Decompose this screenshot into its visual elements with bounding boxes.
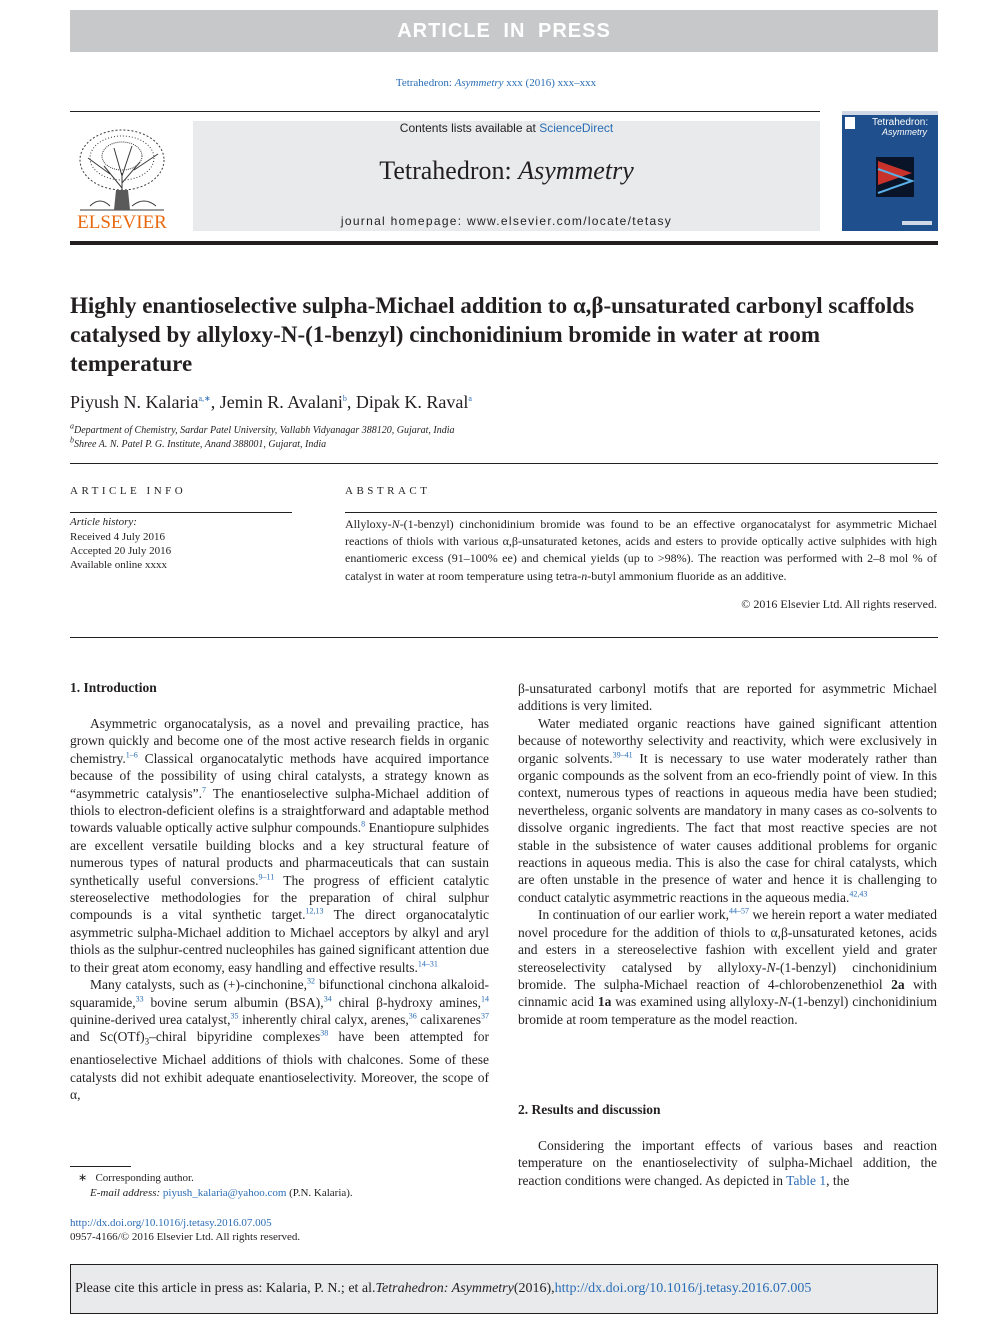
compound-label: 2a [891,976,905,992]
citation-ref[interactable]: 34 [323,994,332,1003]
cite-text: Please cite this article in press as: Kalaria, P. N.; et al. [75,1281,376,1296]
citation-ref[interactable]: 35 [230,1011,239,1021]
abstract-run: Allyloxy- [345,517,392,531]
author-name: Piyush N. Kalaria [70,392,199,412]
text-run: have been attempted for enantioselective Michael additions of thiols with chalcones. Some of these catalysts did not exhibit adequate enantioselectivity. Moreover, the scope of α, [70,1029,489,1103]
citation-ref[interactable]: 38 [320,1028,329,1038]
italic-run: N [778,994,788,1010]
article-in-press-banner: ARTICLE IN PRESS [70,10,938,52]
journal-ref-italic: Asymmetry [454,77,504,89]
citation-ref[interactable]: 8 [361,819,366,829]
compound-label: 1a [597,994,612,1010]
journal-name-italic: Asymmetry [518,156,634,185]
affiliation-text: Department of Chemistry, Sardar Patel University, Vallabh Vidyanagar 388120, Gujarat, India [74,425,455,436]
email-note [70,1187,490,1199]
text-run: The progress of efficient catalytic stereoselective methodologies for the preparation of chiral sulphur compounds is a vital synthetic target. [70,872,489,923]
masthead-top-rule [70,111,820,112]
text-run: The direct organocatalytic asymmetric sulpha-Michael addition to Michael acceptors by alkyl and aryl thiols as the sulphur-centred nucleophiles has gained significant attention due to their great atom economy, easy handling and effective results. [70,907,489,975]
sciencedirect-link[interactable]: ScienceDirect [539,121,614,135]
doi-link[interactable]: http://dx.doi.org/10.1016/j.tetasy.2016.07.005 [70,1217,272,1229]
received-date: Received 4 July 2016 [70,531,166,543]
text-run: Considering the important effects of various bases and reaction temperature on the enantioselectivity of sulpha-Michael addition, the reaction conditions were changed. As depicted in [518,1138,937,1188]
text-run: , the [826,1172,850,1188]
author-affiliation-mark[interactable]: a [468,394,472,403]
article-info-heading: ARTICLE INFO [70,485,187,497]
article-title: Highly enantioselective sulpha-Michael addition to α,β-unsaturated carbonyl scaffolds catalysed by allyloxy-N-(1-benzyl) cinchonidinium bromide in water at room temperature [70,293,915,376]
author-name: Jemin R. Avalani [219,392,343,412]
author-name: Dipak K. Raval [355,392,469,412]
left-column [70,715,489,1104]
affiliation-text: Shree A. N. Patel P. G. Institute, Anand 388001, Gujarat, India [74,439,327,450]
journal-cover-thumbnail[interactable] [842,111,938,231]
cover-title-italic: Asymmetry [882,127,927,137]
cite-text: (2016), [513,1281,555,1296]
citation-ref[interactable]: 1–6 [125,750,138,760]
continued-paragraph: β-unsaturated carbonyl motifs that are reported for asymmetric Michael additions is very limited. [518,681,937,714]
text-run: The enantioselective sulpha-Michael addition of thiols to electron-deficient olefins is a straightforward and adaptable method towards valuable optically active sulphur compounds. [70,785,489,836]
text-run: Water mediated organic reactions have gained significant attention because of noteworthy selectivity and reactivity, which were exclusively in organic solvents. [518,715,937,766]
contents-line [193,121,820,135]
available-online: Available online xxxx [70,559,167,571]
email-link[interactable]: piyush_kalaria@yahoo.com [162,1187,287,1199]
affiliation [70,435,770,450]
text-run: It is necessary to use water moderately rather than organic compounds as the solvent from an eco-friendly point of view. In this context, numerous types of reactions in aqueous media have been studied; nevertheless, organic solvents are mandatory in many cases as co-solvents to dissolve organic ingredients. The fact that most reactive species are not stable in the subsistence of water causes additional problems for organic reactions in aqueous media. This is also the case for chiral catalysts, which are often unstable in the presence of water and hence it is challenging to conduct catalytic asymmetric reactions in the aqueous media. [518,750,938,905]
text-run: bifunctional cinchona alkaloid-squaramide, [70,977,489,1010]
masthead-bottom-rule [70,241,938,245]
accepted-date: Accepted 20 July 2016 [70,545,172,557]
email-label: E-mail address: [90,1187,163,1199]
text-run: and Sc(OTf) [70,1029,145,1045]
text-run: Asymmetric organocatalysis, as a novel and prevailing practice, has grown quickly and become one of the most active research fields in organic chemistry. [70,716,489,766]
cite-journal: Tetrahedron: Asymmetry [375,1281,514,1296]
text-run: bovine serum albumin (BSA), [143,994,324,1010]
results-column [518,1137,937,1189]
citation-ref[interactable]: 39–41 [612,750,633,760]
affiliation-mark: a [70,421,74,431]
citation-ref[interactable]: 42,43 [849,889,868,899]
journal-reference[interactable] [0,77,992,89]
journal-homepage [193,214,820,228]
text-run: we herein report a water mediated novel procedure for the addition of thiols to α,β-unsaturated ketones, acids and esters in a stereoselective fashion with excellent yield and grater stereoselectivity catalysed by allyloxy- [518,907,938,975]
text-run: calixarenes [416,1011,481,1027]
body-paragraph [518,715,937,906]
text-run: –chiral bipyridine complexes [149,1029,321,1045]
text-run: inherently chiral calyx, arenes, [238,1011,409,1027]
text-run: Classical organocatalytic methods have acquired importance because of the possibility of using chiral catalysts, a strategy known as “asymmetric catalysis”. [70,750,489,801]
citation-ref[interactable]: 9–11 [258,872,275,882]
cite-doi-link[interactable]: http://dx.doi.org/10.1016/j.tetasy.2016.07.005 [554,1281,812,1296]
email-suffix: (P.N. Kalaria). [286,1187,353,1199]
journal-cover-image [842,111,938,231]
affiliation-mark: b [70,435,74,445]
abstract-italic: n [581,568,588,583]
journal-ref-prefix: Tetrahedron: [395,77,455,89]
body-paragraph [518,906,937,1028]
journal-ref-suffix: xxx (2016) xxx–xxx [503,77,597,89]
text-run: -(1-benzyl) cinchonidinium bromide at room temperature as the model reaction. [518,994,937,1027]
footnote-rule [70,1166,131,1167]
affiliation [70,421,770,436]
info-bottom-rule [70,637,938,638]
abstract-italic: N [391,517,400,531]
elsevier-wordmark: ELSEVIER [77,212,167,233]
author-affiliation-mark[interactable]: b [342,394,347,403]
history-label: Article history: [70,516,137,528]
citation-ref[interactable]: 7 [202,785,206,795]
text-run: was examined using allyloxy- [611,994,779,1010]
article-info-rule [70,512,292,513]
footnote-mark: ∗ [78,1172,88,1184]
intro-paragraph [70,715,489,976]
citation-ref[interactable]: 33 [135,994,144,1003]
subscript: 3 [144,1037,150,1047]
citation-ref[interactable]: 14 [481,994,489,1003]
abstract-run: -butyl ammonium fluoride as an additive. [587,568,787,583]
body-paragraph [518,1137,937,1189]
journal-name-plain: Tetrahedron: [379,156,519,185]
homepage-url[interactable]: www.elsevier.com/locate/tetasy [467,214,673,228]
intro-paragraph [70,976,489,1104]
contents-prefix: Contents lists available at [399,121,540,135]
citation-ref[interactable]: 37 [481,1011,489,1021]
results-heading: 2. Results and discussion [518,1102,661,1117]
footnote-text: Corresponding author. [95,1172,194,1184]
elsevier-tree-icon [70,118,174,234]
corresponding-author-note [70,1171,490,1184]
text-run: Enantiopure sulphides are excellent versatile building blocks and a key structural feature of numerous types of natural products and pharmaceuticals that can sustain synthetically useful conversions. [70,820,489,888]
right-column [518,680,937,1028]
abstract-copyright: © 2016 Elsevier Ltd. All rights reserved. [741,597,937,611]
text-run: Many catalysts, such as (+)-cinchonine, [90,977,308,993]
abstract-run: -(1-benzyl) cinchonidinium bromide was found to be an effective organocatalyst for asymmetric Michael reactions of thiols with various α,β-unsaturated ketones, acids and esters to provide optically active sulphides with high enantiomeric excess (91–100% ee) and chemical yields (up to >98%). The reaction was performed with 2–8 mol % of catalyst in water at room temperature using tetra- [345,517,937,583]
table-link[interactable]: Table 1 [786,1172,827,1188]
citation-box [70,1264,938,1314]
text-run: chiral β-hydroxy amines, [331,994,481,1010]
text-run: In continuation of our earlier work, [538,907,729,923]
author-affiliation-mark[interactable]: a,∗ [198,394,211,403]
homepage-label: journal homepage: [340,214,468,228]
italic-run: N [766,959,776,975]
text-run: -(1-benzyl) cinchonidinium bromide. The sulpha-Michael reaction of 4-chlorobenzenethiol [518,959,937,992]
issn-line: 0957-4166/© 2016 Elsevier Ltd. All rights reserved. [70,1231,301,1243]
text-run: quinine-derived urea catalyst, [70,1011,231,1027]
citation-ref[interactable]: 12,13 [305,906,324,916]
author-list: Piyush N. Kalaria$^{a,∗}$, Jemin R. Avalani$^b$, Dipak K. Raval$^a$ [70,392,472,412]
citation-ref[interactable]: 44–57 [728,906,749,916]
abstract-text [345,516,937,585]
info-top-rule [70,463,938,464]
cover-title-plain: Tetrahedron: [872,117,929,128]
text-run: with cinnamic acid [518,976,937,1010]
elsevier-logo [70,118,174,234]
abstract-rule [345,512,937,513]
journal-name [193,156,820,186]
citation-ref[interactable]: 36 [408,1011,417,1021]
citation-ref[interactable]: 32 [307,976,316,986]
introduction-heading: 1. Introduction [70,680,157,695]
citation-ref[interactable]: 14–31 [417,959,438,969]
abstract-heading: ABSTRACT [345,485,431,497]
